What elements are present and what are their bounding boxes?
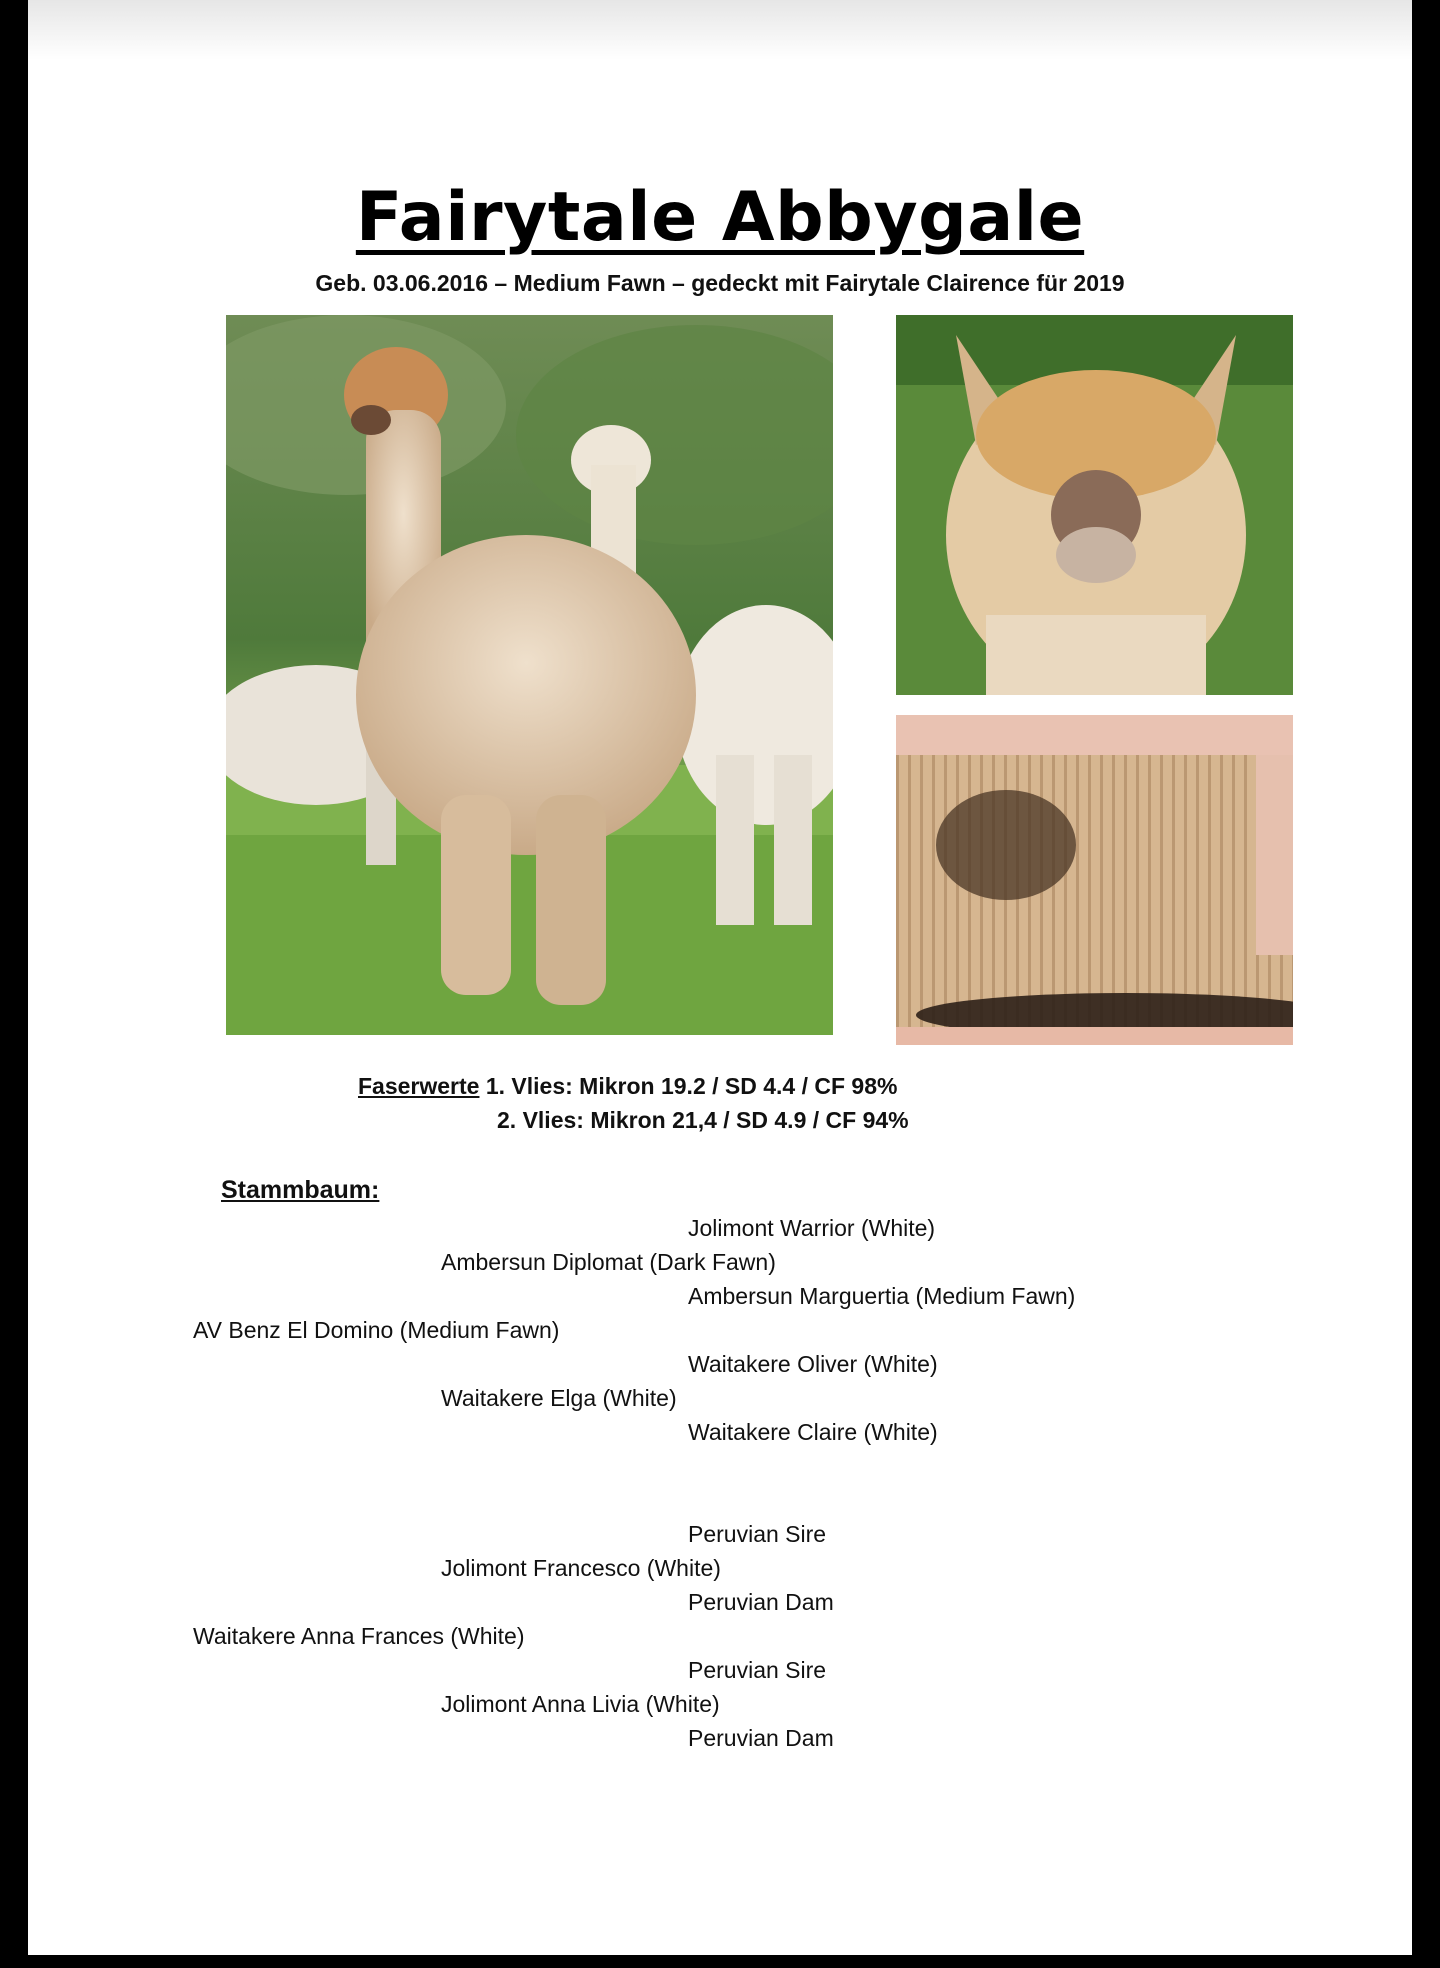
pedigree-dam-sire-sire: Peruvian Sire [688, 1521, 827, 1547]
fiber-label: Faserwerte [358, 1073, 480, 1099]
pedigree-dam-sire: Jolimont Francesco (White) [441, 1555, 721, 1581]
pedigree-dam-dam: Jolimont Anna Livia (White) [441, 1691, 720, 1717]
pedigree-dam-dam-dam: Peruvian Dam [688, 1725, 834, 1751]
fiber-values-line2: 2. Vlies: Mikron 21,4 / SD 4.9 / CF 94% [497, 1107, 909, 1133]
top-shade [28, 0, 1412, 60]
document-page [28, 0, 1412, 1955]
pedigree-sire-dam-dam: Waitakere Claire (White) [688, 1419, 938, 1445]
alpaca-full-body-photo [226, 315, 833, 1035]
pedigree-dam-dam-sire: Peruvian Sire [688, 1657, 827, 1683]
pedigree-sire-dam: Waitakere Elga (White) [441, 1385, 677, 1411]
subtitle: Geb. 03.06.2016 – Medium Fawn – gedeckt mit Fairytale Clairence für 2019 [315, 270, 1125, 296]
fleece-sample-photo [896, 715, 1293, 1045]
pedigree-sire-sire-sire: Jolimont Warrior (White) [688, 1215, 936, 1241]
fiber-line1-text: 1. Vlies: Mikron 19.2 / SD 4.4 / CF 98% [479, 1073, 898, 1099]
pedigree-sire-sire: Ambersun Diplomat (Dark Fawn) [441, 1249, 776, 1275]
pedigree-sire-dam-sire: Waitakere Oliver (White) [688, 1351, 938, 1377]
fiber-values-line1 [358, 1073, 897, 1100]
pedigree-sire-sire-dam: Ambersun Marguertia (Medium Fawn) [688, 1283, 1076, 1309]
alpaca-head-photo [896, 315, 1293, 695]
pedigree-dam: Waitakere Anna Frances (White) [193, 1623, 525, 1649]
page-title: Fairytale Abbygale [355, 178, 1085, 257]
pedigree-sire: AV Benz El Domino (Medium Fawn) [193, 1317, 560, 1343]
pedigree-heading: Stammbaum: [221, 1176, 380, 1204]
pedigree-dam-sire-dam: Peruvian Dam [688, 1589, 834, 1615]
